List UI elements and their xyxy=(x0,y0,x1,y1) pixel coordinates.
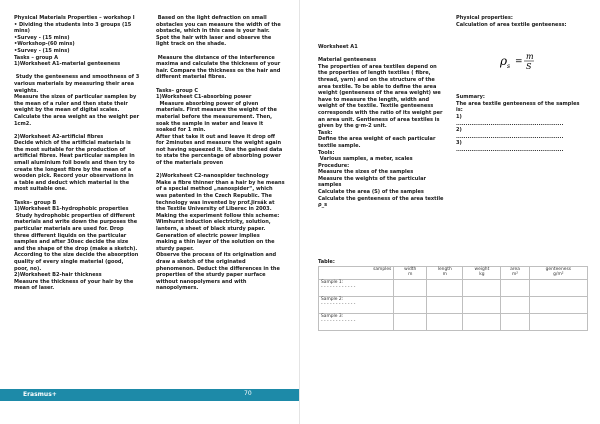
text-line: maxima and calculate the thickness of your xyxy=(156,61,281,68)
text-line: three different liquids on the particular xyxy=(14,232,127,239)
text-line: Measure the sizes of the samples xyxy=(318,169,414,176)
text-line: materials and write down the purposes the xyxy=(14,219,138,226)
text-line: Observe the process of its origination and xyxy=(156,252,277,259)
text-line: quality of every single material (good, xyxy=(14,258,124,265)
text-line: ........................................................ xyxy=(456,133,564,140)
text-line: the properties of length textiles ( fibre, xyxy=(318,70,431,77)
text-line: Decide which of the artificial materials is xyxy=(14,140,131,147)
text-line: Worksheet A1 xyxy=(318,44,358,50)
text-line: 2) xyxy=(456,127,462,134)
text-line xyxy=(456,28,586,35)
text-line: • Dividing the students into 3 groups (15 xyxy=(14,21,132,28)
text-line xyxy=(456,88,586,95)
table-header-cell: area m² xyxy=(501,267,529,280)
text-line: ........................................................ xyxy=(456,146,564,153)
text-line: for 2minutes and measure the weight again xyxy=(156,140,282,147)
text-line: Measure the thickness of your hair by the xyxy=(14,278,134,285)
table-header-cell: samples xyxy=(319,267,394,280)
table-header-cell: length m xyxy=(427,267,463,280)
text-line: weight (genteeness of the area weight) we xyxy=(318,90,441,97)
formula-lhs: ρ xyxy=(500,54,508,68)
erasmus-logo: Erasmus+ xyxy=(23,391,57,398)
formula-denominator: S xyxy=(526,62,532,71)
table-cell: Sample 3: - - - - - - - - - - - - xyxy=(319,314,394,331)
text-line: mins) xyxy=(14,28,30,35)
text-line: sturdy paper. xyxy=(156,245,194,252)
text-line: Generation of electric power implies xyxy=(156,232,260,239)
table-cell xyxy=(394,314,427,331)
table-cell xyxy=(529,297,587,314)
right-page xyxy=(300,0,600,424)
text-line: is: xyxy=(456,107,463,114)
text-line: 1) xyxy=(456,113,462,120)
text-line: soak the sample in water and leave it xyxy=(156,120,264,127)
left-column-a xyxy=(14,15,142,292)
text-line: the Textile University of Liberec in 2003. xyxy=(156,206,272,213)
text-line: lantern, a sheet of black sturdy paper. xyxy=(156,226,266,232)
text-line: soaked for 1 min. xyxy=(156,127,206,134)
table-cell: Sample 1: - - - - - - - - - - - - xyxy=(319,280,394,297)
text-line: samples xyxy=(318,182,342,189)
table-header-row xyxy=(319,267,588,280)
text-line: material before the measurement. Then, xyxy=(156,113,273,120)
table-row xyxy=(319,280,588,297)
text-line: •Survey - (15 mins) xyxy=(14,34,70,41)
text-line: phenomenon. Deduct the differences in the xyxy=(156,265,280,272)
text-line: the most suitable for the production of xyxy=(14,146,126,153)
text-line: 2)Worksheet A2-artificial fibres xyxy=(14,133,104,140)
text-line: and the shape of the drop (make a sketch). xyxy=(14,245,138,252)
text-line: wooden pick. Record your observations in xyxy=(14,173,134,180)
text-line: Calculate the genteeness of the area textile xyxy=(318,195,444,202)
table-cell xyxy=(463,314,501,331)
text-line: Tasks – group A xyxy=(14,54,59,61)
text-line: Measure the distance of the interference xyxy=(156,54,275,61)
text-line: Define the area weight of each particular xyxy=(318,136,436,143)
table-header-cell: weight kg xyxy=(463,267,501,280)
text-line: Various samples, a meter, scales xyxy=(318,156,413,163)
text-line: weight of the textile. Textile genteeness xyxy=(318,103,434,110)
text-line: The area textile genteeness of the samples xyxy=(456,100,580,107)
table-header-cell: genteeness g/m² xyxy=(529,267,587,280)
text-line xyxy=(456,81,586,88)
text-line: draw a sketch of the originated xyxy=(156,258,246,265)
text-line: the mean of a ruler and then state their xyxy=(14,100,128,107)
text-line: corresponds with the ratio of its weight per xyxy=(318,109,443,116)
formula-sub: s xyxy=(507,63,511,70)
text-line: most suitable one. xyxy=(14,186,67,193)
text-line: create the longest fibre by the mean of a xyxy=(14,166,132,173)
text-line: poor, no). xyxy=(14,265,42,272)
table-cell xyxy=(394,280,427,297)
left-column-b xyxy=(156,15,286,292)
worksheet-column xyxy=(318,44,476,209)
table-row xyxy=(319,314,588,331)
measurement-table xyxy=(318,266,588,331)
text-line: Summary: xyxy=(456,94,485,101)
text-line: Study the genteeness and smoothness of 3 xyxy=(14,74,140,81)
text-line: ........................................................ xyxy=(456,120,564,127)
text-line: obstacles you can measure the width of the xyxy=(156,21,281,28)
text-line: textile sample. xyxy=(318,142,361,149)
text-line: Material genteeness xyxy=(318,57,377,64)
table-header-cell: width m xyxy=(394,267,427,280)
text-line: Measure absorbing power of given xyxy=(156,100,259,107)
text-line: 1)Worksheet C1-absorbing power xyxy=(156,94,252,101)
text-line: materials. First measure the weight of the xyxy=(156,107,277,114)
text-line: given by the g·m-2 unit. xyxy=(318,123,387,130)
text-line: 2)Worksheet B2-hair thickness xyxy=(14,272,102,279)
text-line: various materials by measuring their area xyxy=(14,80,135,87)
text-line: Make a fibre thinner than a hair by he means xyxy=(156,179,285,186)
formula-numerator: m xyxy=(526,52,534,61)
text-line: to state the percentage of absorbing power xyxy=(156,153,281,160)
text-line: nanopolymers. xyxy=(156,285,199,292)
text-line: weight by the mean of digital scales. xyxy=(14,107,120,114)
table-cell xyxy=(501,314,529,331)
text-line: 1)Worksheet A1-material genteeness xyxy=(14,61,121,68)
text-line: making a thin layer of the solution on the xyxy=(156,239,275,246)
text-line: samples and after 30sec decide the size xyxy=(14,239,129,246)
text-line: Physical properties: xyxy=(456,15,513,21)
text-line: The properties of area textiles depend on xyxy=(318,63,437,70)
text-line: 1)Worksheet B1-hydrophobic properties xyxy=(14,206,129,213)
text-line: weights. xyxy=(14,87,39,94)
text-line: Physical Materials Properties – workshop I xyxy=(14,15,135,21)
genteeness-formula xyxy=(500,50,560,72)
table-cell xyxy=(427,297,463,314)
text-line: Making the experiment follow this scheme: xyxy=(156,212,280,219)
text-line: of the materials proven xyxy=(156,160,224,167)
text-line: ρ_s xyxy=(318,202,328,209)
text-line: have to measure the length, width and xyxy=(318,96,430,103)
text-line: a table and deduct which material is the xyxy=(14,179,130,186)
text-line xyxy=(14,127,142,134)
text-line: Procedure: xyxy=(318,162,350,169)
text-line: 3) xyxy=(456,140,462,147)
table-cell xyxy=(394,297,427,314)
text-line: Calculate the area weight as the weight per xyxy=(14,113,140,120)
table-cell xyxy=(501,280,529,297)
text-line: technology was invented by prof.Jirsák at xyxy=(156,199,275,206)
text-line: •Survey - (15 mins) xyxy=(14,47,70,54)
text-line: properties of the sturdy paper surface xyxy=(156,272,266,279)
text-line xyxy=(456,41,586,48)
text-line: Spot the hair with laser and observe the xyxy=(156,34,272,41)
calculation-column xyxy=(456,15,586,153)
text-line: not having squeezed it. Use the gained data xyxy=(156,146,283,153)
text-line: of a special method „nanospider“, which xyxy=(156,186,273,193)
text-line xyxy=(14,68,142,75)
text-line: obstacle, which in this case is your hair. xyxy=(156,28,270,35)
table-cell xyxy=(427,280,463,297)
text-line: Calculate the area (S) of the samples xyxy=(318,189,424,196)
text-line: Tasks– group C xyxy=(156,87,199,94)
text-line: After that take it out and leave it drop off xyxy=(156,133,275,140)
table-cell xyxy=(501,297,529,314)
text-line: According to the size decide the absorption xyxy=(14,252,139,259)
text-line: Based on the light defraction on small xyxy=(156,15,267,21)
text-line: thread, yarn) and on the structure of the xyxy=(318,76,435,83)
table-cell xyxy=(427,314,463,331)
text-line: Wimhurst induction electricity, solution, xyxy=(156,219,271,226)
text-line: particular materials are used for. Drop xyxy=(14,226,124,232)
text-line: different material fibres. xyxy=(156,74,227,81)
text-line: artificial fibres. Heat particular samples in xyxy=(14,153,135,160)
text-line: without nanopolymers and with xyxy=(156,278,247,285)
text-line: Measure the weights of the particular xyxy=(318,175,426,182)
text-line xyxy=(156,48,286,55)
text-line: Task: xyxy=(318,129,333,136)
formula-equals: = xyxy=(515,57,523,67)
table-cell xyxy=(463,280,501,297)
text-line: •Workshop-(60 mins) xyxy=(14,41,75,48)
text-line: 2)Worksheet C2-nanospider technology xyxy=(156,173,269,180)
table-row xyxy=(319,297,588,314)
text-line xyxy=(156,167,286,174)
text-line xyxy=(456,35,586,42)
text-line xyxy=(318,51,476,58)
text-line: mean of laser. xyxy=(14,285,55,292)
text-line xyxy=(14,193,142,200)
table-title: Table: xyxy=(318,259,335,265)
text-line xyxy=(156,81,286,88)
text-line: hair. Compare the thickness os the hair and xyxy=(156,67,281,74)
table-cell xyxy=(463,297,501,314)
text-line: was patented in the Czech Republic. The xyxy=(156,193,272,200)
text-line: Measure the sizes of particular samples by xyxy=(14,94,137,101)
text-line: Tools: xyxy=(318,149,335,156)
table-cell xyxy=(529,314,587,331)
text-line: 1cm2. xyxy=(14,120,32,127)
page-number: 70 xyxy=(244,390,252,397)
table-cell: Sample 2: - - - - - - - - - - - - xyxy=(319,297,394,314)
text-line xyxy=(456,74,586,81)
text-line: light track on the shade. xyxy=(156,41,227,48)
text-line: Calculation of area textile genteeness: xyxy=(456,21,567,28)
text-line: small aluminium foil bowls and then try to xyxy=(14,160,135,167)
text-line: Study hydrophobic properties of different xyxy=(14,212,135,219)
text-line: area textile. To be able to define the area xyxy=(318,83,437,90)
text-line: Tasks– group B xyxy=(14,199,57,206)
table-cell xyxy=(529,280,587,297)
text-line: an area unit. Gentleness of area textiles is xyxy=(318,116,440,123)
